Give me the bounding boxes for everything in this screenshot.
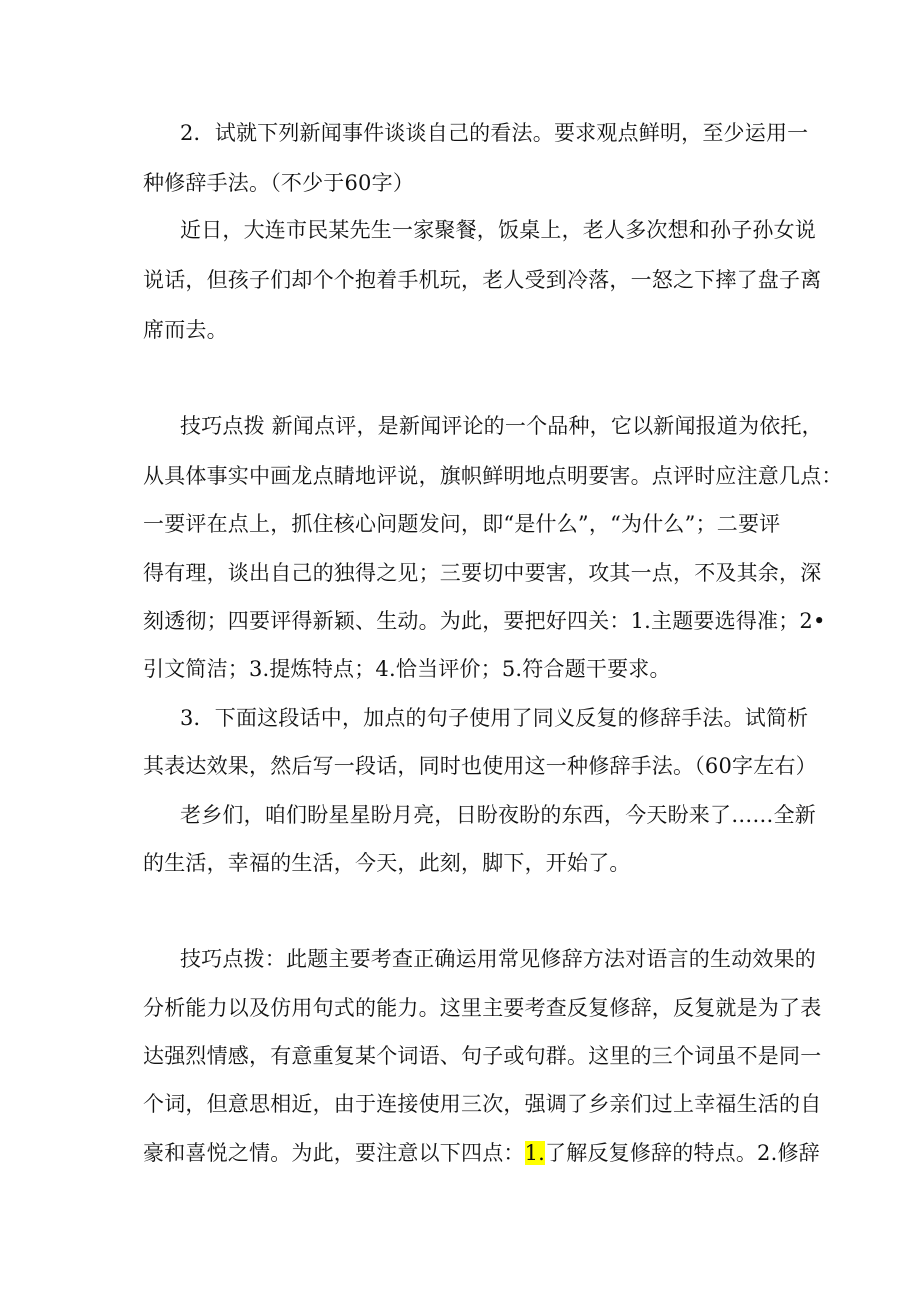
question-3-line-1: 3．下面这段话中，加点的句子使用了同义反复的修辞手法。试简析 bbox=[180, 706, 809, 730]
tip-2-line-2: 分析能力以及仿用句式的能力。这里主要考查反复修辞，反复就是为了表 bbox=[143, 996, 822, 1020]
news-story-line-1: 近日，大连市民某先生一家聚餐，饭桌上，老人多次想和孙子孙女说 bbox=[180, 218, 816, 242]
tip-2-line-5 bbox=[143, 1139, 820, 1167]
tip-1-line-3: 一要评在点上，抓住核心问题发问，即“是什么”，“为什么”；二要评 bbox=[143, 512, 781, 536]
highlighted-number: 1. bbox=[524, 1141, 546, 1165]
question-3-line-2: 其表达效果，然后写一段话，同时也使用这一种修辞手法。（60字左右） bbox=[143, 754, 817, 778]
news-story-line-3: 席而去。 bbox=[143, 318, 228, 342]
question-2-line-1: 2．试就下列新闻事件谈谈自己的看法。要求观点鲜明，至少运用一 bbox=[180, 121, 809, 145]
tip-1-line-5: 刻透彻；四要评得新颖、生动。为此，要把好四关：1.主题要选得准；2• bbox=[143, 609, 826, 633]
tip-2-line-5-end: 了解反复修辞的特点。2.修辞 bbox=[545, 1141, 820, 1165]
news-story-line-2: 说话，但孩子们却个个抱着手机玩，老人受到冷落，一怒之下摔了盘子离 bbox=[143, 268, 822, 292]
tip-2-line-1: 技巧点拨：此题主要考查正确运用常见修辞方法对语言的生动效果的 bbox=[180, 947, 816, 971]
quote-line-1: 老乡们，咱们盼星星盼月亮，日盼夜盼的东西，今天盼来了……全新 bbox=[180, 803, 816, 827]
tip-1-line-2: 从具体事实中画龙点睛地评说，旗帜鲜明地点明要害。点评时应注意几点： bbox=[143, 464, 843, 488]
tip-1-line-4: 得有理，谈出自己的独得之见；三要切中要害，攻其一点，不及其余，深 bbox=[143, 561, 822, 585]
tip-1-line-1: 技巧点拨 新闻点评，是新闻评论的一个品种，它以新闻报道为依托， bbox=[180, 414, 823, 438]
tip-2-line-4: 个词，但意思相近，由于连接使用三次，强调了乡亲们过上幸福生活的自 bbox=[143, 1092, 822, 1116]
tip-2-line-3: 达强烈情感，有意重复某个词语、句子或句群。这里的三个词虽不是同一 bbox=[143, 1044, 822, 1068]
tip-1-line-6: 引文简洁；3.提炼特点；4.恰当评价；5.符合题干要求。 bbox=[143, 657, 671, 681]
tip-2-line-5-start: 豪和喜悦之情。为此，要注意以下四点： bbox=[143, 1141, 525, 1165]
question-2-line-2: 种修辞手法。（不少于60字） bbox=[143, 171, 415, 195]
quote-line-2: 的生活，幸福的生活，今天，此刻，脚下，开始了。 bbox=[143, 851, 631, 875]
